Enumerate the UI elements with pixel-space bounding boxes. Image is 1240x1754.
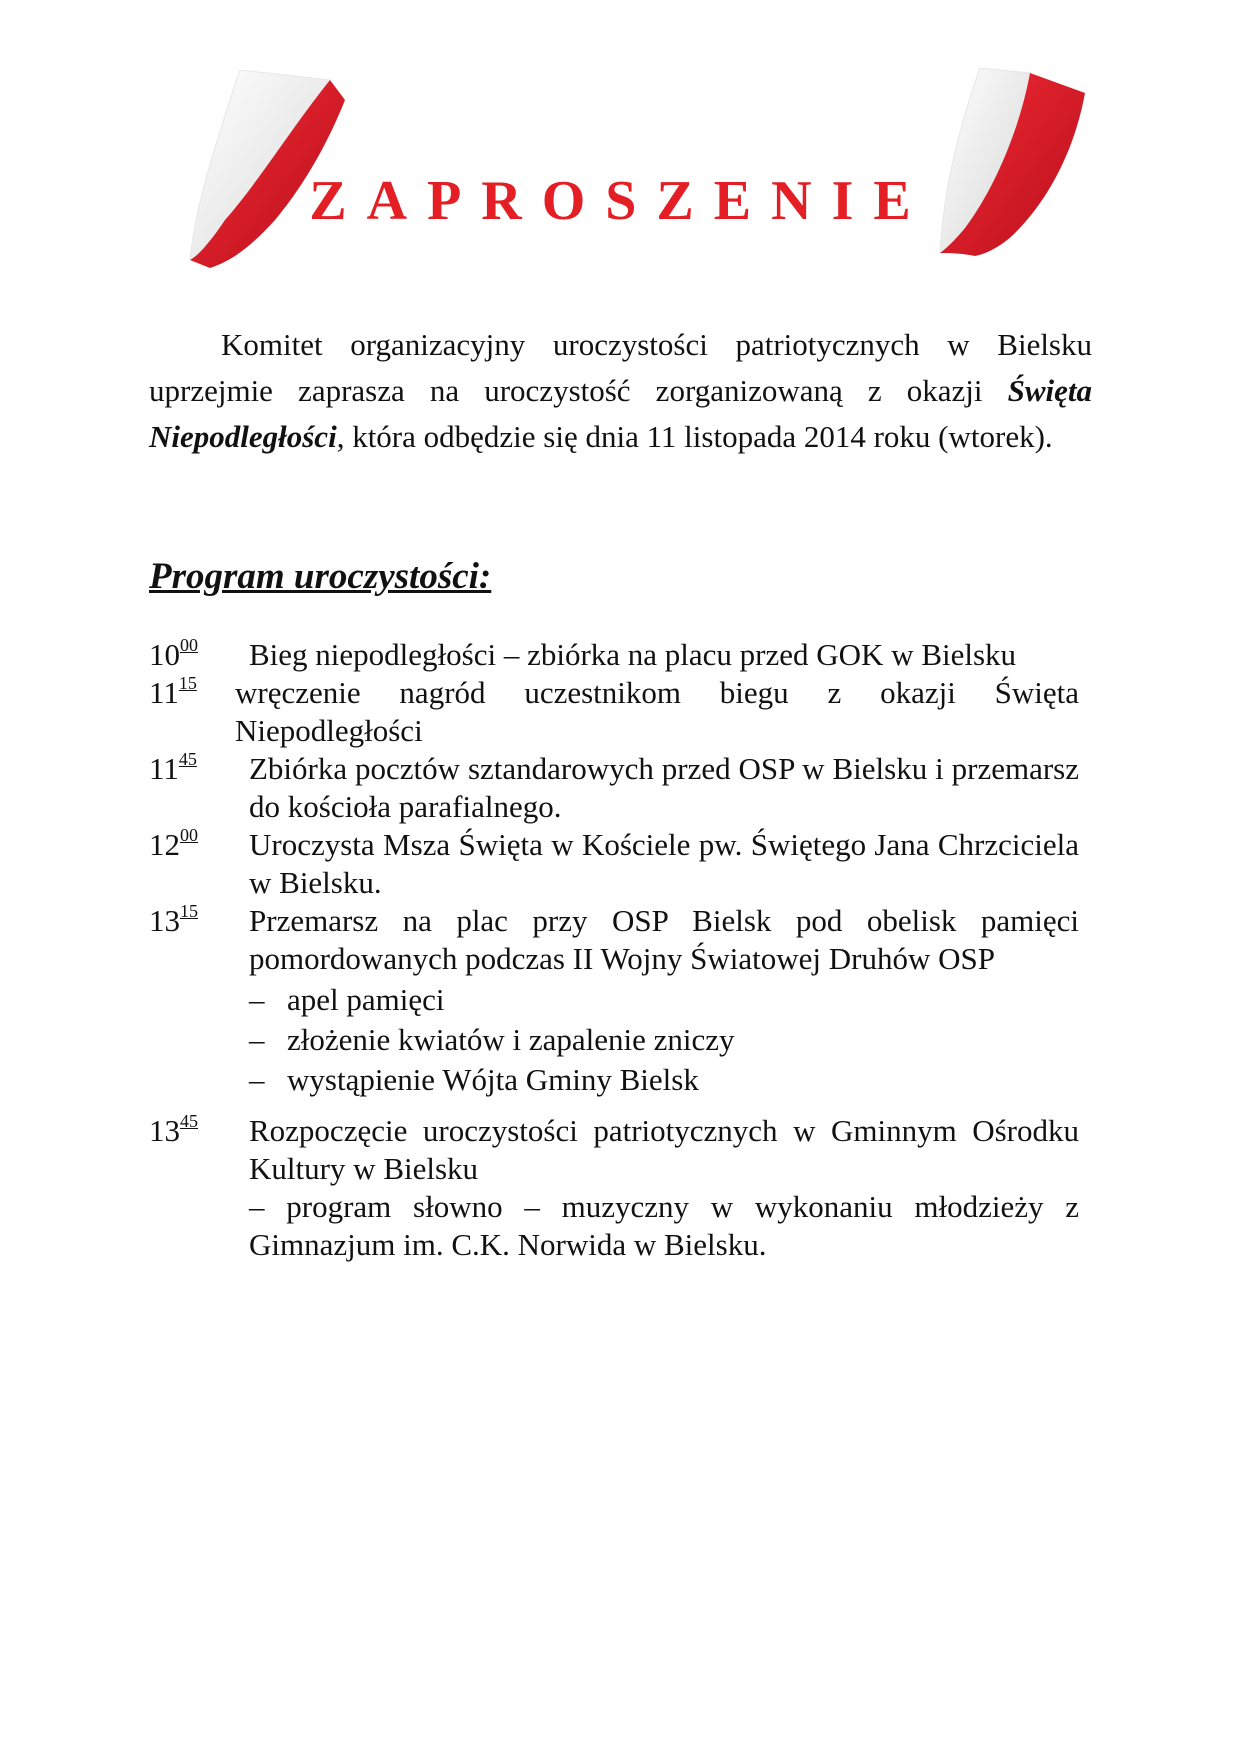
schedule-time: $11^{15}$ [149, 673, 197, 710]
schedule-description: wręczenie nagród uczestnikom biegu z okazji Święta Niepodległości [235, 675, 1079, 748]
schedule-item [149, 674, 1079, 750]
schedule-item [149, 750, 1079, 826]
schedule-item [149, 636, 1079, 674]
schedule-time: $13^{45}$ [149, 1111, 198, 1148]
schedule-item [149, 1112, 1079, 1264]
polish-flag-right-icon [935, 68, 1115, 268]
schedule-extra: – program słowno – muzyczny w wykonaniu młodzieży z Gimnazjum im. C.K. Norwida w Bielsku. [249, 1189, 1079, 1262]
schedule-time: $11^{45}$ [149, 749, 197, 786]
dash-icon: – [249, 982, 265, 1017]
schedule-subitems [249, 980, 1079, 1100]
program-schedule [149, 636, 1079, 1264]
schedule-item [149, 902, 1079, 1100]
schedule-time: $10^{00}$ [149, 635, 198, 672]
intro-text-part2: , która odbędzie się dnia 11 listopada 2014 roku (wtorek). [336, 419, 1053, 454]
invitation-title: ZAPROSZENIE [309, 170, 931, 232]
dash-icon: – [249, 1022, 265, 1057]
subitem: – wystąpienie Wójta Gminy Bielsk [249, 1060, 1079, 1100]
schedule-description: Rozpoczęcie uroczystości patriotycznych w Gminnym Ośrodku Kultury w Bielsku [249, 1113, 1079, 1186]
program-heading: Program uroczystości: [149, 556, 492, 597]
schedule-description: Przemarsz na plac przy OSP Bielsk pod obelisk pamięci pomordowanych podczas II Wojny Światowej Druhów OSP [249, 903, 1079, 976]
schedule-item [149, 826, 1079, 902]
subitem: – apel pamięci [249, 980, 1079, 1020]
dash-icon: – [249, 1062, 265, 1097]
intro-text-part1: Komitet organizacyjny uroczystości patriotycznych w Bielsku uprzejmie zaprasza na uroczystość zorganizowaną z okazji [149, 327, 1092, 408]
schedule-time: $13^{15}$ [149, 901, 198, 938]
schedule-description: Uroczysta Msza Święta w Kościele pw. Świętego Jana Chrzciciela w Bielsku. [249, 827, 1079, 900]
schedule-description: Zbiórka pocztów sztandarowych przed OSP w Bielsku i przemarsz do kościoła parafialnego. [249, 751, 1079, 824]
schedule-time: $12^{00}$ [149, 825, 198, 862]
intro-paragraph [149, 322, 1092, 460]
schedule-description: Bieg niepodległości – zbiórka na placu przed GOK w Bielsku [249, 637, 1017, 672]
holiday-name: Święta Niepodległości [149, 373, 1092, 454]
subitem: – złożenie kwiatów i zapalenie zniczy [249, 1020, 1079, 1060]
